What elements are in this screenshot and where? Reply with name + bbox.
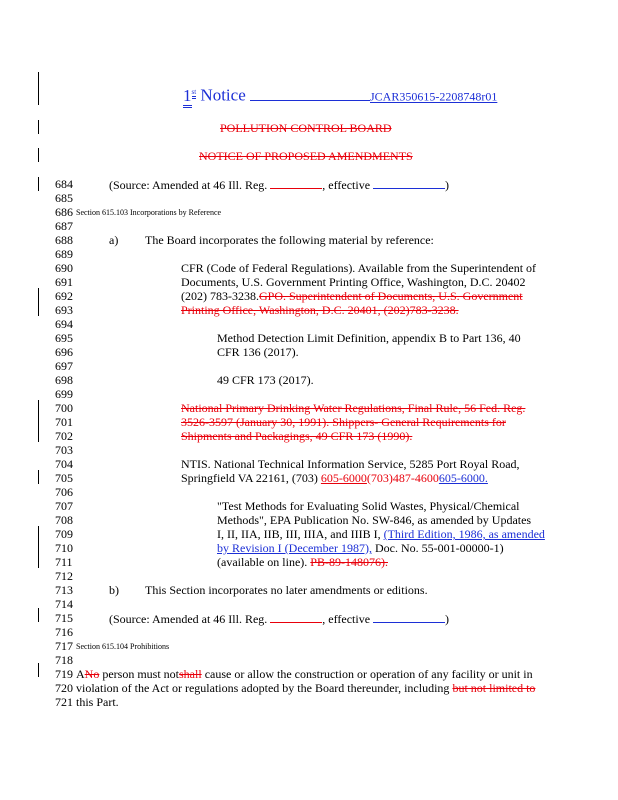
change-bar [38, 526, 39, 554]
line-number: 708 [55, 513, 73, 527]
line-number: 696 [55, 345, 73, 359]
change-bar [38, 608, 39, 622]
line-number: 714 [55, 597, 73, 611]
para-a-label: a) [109, 233, 119, 247]
notice-heading [183, 83, 497, 106]
ntis-address: Springfield VA 22161, (703) [181, 471, 318, 485]
notice-number: 1 [183, 86, 192, 108]
ntis-phone-new: 605-6000. [438, 471, 488, 485]
sw846-inserted-1: (Third Edition, 1986, as amended [383, 527, 545, 541]
line-number: 698 [55, 373, 73, 387]
section-heading-104: Section 615.104 Prohibitions [76, 642, 170, 651]
sw846-line-5 [217, 555, 388, 569]
change-bar [38, 120, 39, 134]
npdwr-deleted-2: 3526-3597 (January 30, 1991). Shippers- General Requirements for [181, 415, 506, 429]
prohibition-a: A [76, 667, 85, 681]
section-heading-103: Section 615.103 Incorporations by Reference [76, 208, 222, 217]
reg-blank [270, 611, 322, 623]
cfr-phone: (202) 783-3238. [181, 289, 259, 303]
line-number: 720 [55, 681, 73, 695]
sw846-deleted: PB-89-148076). [310, 555, 388, 569]
source-note-1 [109, 177, 449, 192]
change-bar [38, 400, 39, 442]
line-number: 689 [55, 247, 73, 261]
effective-blank [373, 177, 445, 189]
ntis-phone-old: (703)487-4600 [366, 471, 439, 485]
source-middle: , effective [322, 178, 371, 192]
change-bar [38, 554, 39, 568]
ntis-line-1: NTIS. National Technical Information Service, 5285 Port Royal Road, [181, 457, 520, 471]
line-number: 721 [55, 695, 73, 709]
prohibition-deleted-shall: shall [179, 667, 202, 681]
source-middle: , effective [322, 612, 371, 626]
cfr-line-2: Documents, U.S. Government Printing Office, Washington, D.C. 20402 [181, 275, 526, 289]
line-number: 692 [55, 289, 73, 303]
line-number: 719 [55, 667, 73, 681]
line-number: 695 [55, 331, 73, 345]
line-number: 718 [55, 653, 73, 667]
npdwr-deleted-3: Shipments and Packagings, 49 CFR 173 (1990). [181, 429, 413, 443]
change-bar [38, 148, 39, 162]
cfr-49: 49 CFR 173 (2017). [217, 373, 314, 387]
para-b-text: This Section incorporates no later amendments or editions. [145, 583, 428, 597]
line-number: 717 [55, 639, 73, 653]
notice-blank [250, 86, 370, 101]
agency-name: POLLUTION CONTROL BOARD [220, 121, 392, 135]
line-number: 702 [55, 429, 73, 443]
source-end: ) [445, 612, 450, 626]
line-number: 713 [55, 583, 73, 597]
notice-ordinal-suffix: st [192, 88, 197, 99]
sw846-updates: I, II, IIA, IIB, III, IIIA, and IIIB I, [217, 527, 381, 541]
prohibition-violation: violation of the Act or regulations adopted by the Board thereunder, including [76, 681, 450, 695]
line-number: 684 [55, 177, 73, 191]
prohibition-line-1 [76, 667, 533, 681]
line-number: 716 [55, 625, 73, 639]
line-number: 693 [55, 303, 73, 317]
reg-blank [270, 177, 322, 189]
npdwr-deleted-1: National Primary Drinking Water Regulations, Final Rule, 56 Fed. Reg. [181, 401, 526, 415]
line-number: 703 [55, 443, 73, 457]
mdl-line-1: Method Detection Limit Definition, appendix B to Part 136, 40 [217, 331, 521, 345]
sw846-line-3 [217, 527, 545, 541]
para-a-text: The Board incorporates the following material by reference: [145, 233, 434, 247]
line-number: 697 [55, 359, 73, 373]
prohibition-cause: cause or allow the construction or operation of any facility or unit in [204, 667, 533, 681]
doc-id: JCAR350615-2208748r01 [370, 89, 498, 104]
prohibition-line-2 [76, 681, 535, 695]
sw846-doc-no: Doc. No. 55-001-00000-1) [374, 541, 504, 555]
sw846-line-1: "Test Methods for Evaluating Solid Wastes, Physical/Chemical [217, 499, 520, 513]
line-number: 705 [55, 471, 73, 485]
line-number: 710 [55, 541, 73, 555]
sw846-inserted-2: by Revision I (December 1987), [217, 541, 372, 555]
cfr-deleted-2: Printing Office, Washington, D.C. 20401, (202)783-3238. [181, 303, 459, 317]
cfr-line-1: CFR (Code of Federal Regulations). Available from the Superintendent of [181, 261, 537, 275]
prohibition-deleted-no: No [84, 667, 100, 681]
line-number: 701 [55, 415, 73, 429]
prohibition-deleted-limited: but not limited to [452, 681, 536, 695]
line-number: 687 [55, 219, 73, 233]
line-number: 685 [55, 191, 73, 205]
cfr-deleted-1: GPO. Superintendent of Documents, U.S. Government [259, 289, 523, 303]
notice-title: NOTICE OF PROPOSED AMENDMENTS [199, 149, 413, 163]
source-prefix: (Source: Amended at 46 Ill. Reg. [109, 178, 268, 192]
line-number: 691 [55, 275, 73, 289]
line-number: 704 [55, 457, 73, 471]
line-number: 699 [55, 387, 73, 401]
source-prefix: (Source: Amended at 46 Ill. Reg. [109, 612, 268, 626]
line-number: 690 [55, 261, 73, 275]
change-bar [38, 663, 39, 677]
change-bar [38, 470, 39, 484]
mdl-line-2: CFR 136 (2017). [217, 345, 299, 359]
change-bar [38, 288, 39, 316]
source-end: ) [445, 178, 450, 192]
notice-word: Notice [200, 85, 246, 105]
line-number: 707 [55, 499, 73, 513]
cfr-line-3 [181, 289, 523, 303]
sw846-line-4 [217, 541, 504, 555]
change-bar [38, 177, 39, 191]
effective-blank [373, 611, 445, 623]
line-number: 715 [55, 611, 73, 625]
sw846-line-2: Methods", EPA Publication No. SW-846, as amended by Updates [217, 513, 532, 527]
line-number: 711 [55, 555, 73, 569]
line-number: 706 [55, 485, 73, 499]
source-note-2 [109, 611, 449, 626]
para-b-label: b) [109, 583, 119, 597]
ntis-line-2 [181, 471, 488, 485]
prohibition-line-3: this Part. [76, 695, 119, 709]
prohibition-person: person must not [102, 667, 180, 681]
change-bar [38, 72, 39, 105]
line-number: 688 [55, 233, 73, 247]
ntis-phone-red: 605-6000 [320, 471, 367, 485]
line-number: 709 [55, 527, 73, 541]
line-number: 700 [55, 401, 73, 415]
line-number: 712 [55, 569, 73, 583]
line-number: 686 [55, 205, 73, 219]
sw846-available: (available on line). [217, 555, 308, 569]
line-number: 694 [55, 317, 73, 331]
